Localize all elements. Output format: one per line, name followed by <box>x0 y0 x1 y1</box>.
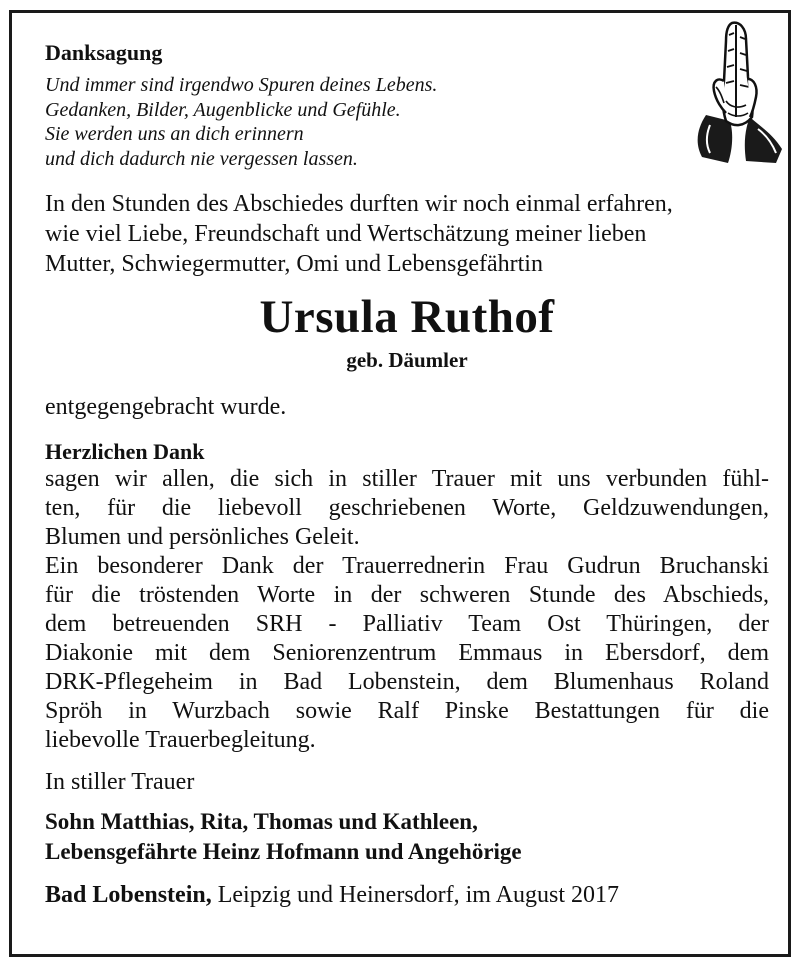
thanks-line: sagen wir allen, die sich in stiller Trauer mit uns verbunden fühl- <box>45 466 769 492</box>
special-line: Spröh in Wurzbach sowie Ralf Pinske Bestattungen für die <box>45 698 769 724</box>
intro-line: In den Stunden des Abschiedes durften wir noch einmal erfahren, <box>45 191 673 217</box>
signers <box>45 807 769 867</box>
poem <box>45 73 769 171</box>
thanks-heading: Herzlichen Dank <box>45 439 205 464</box>
notice-content <box>45 39 769 910</box>
special-thanks-paragraph <box>45 552 769 755</box>
thanks-line: ten, für die liebevoll geschriebenen Worte, Geldzuwendungen, <box>45 495 769 521</box>
thanks-paragraph <box>45 465 769 552</box>
mourning-label: In stiller Trauer <box>45 769 195 795</box>
maiden-name: geb. Däumler <box>346 348 468 372</box>
intro-paragraph <box>45 189 769 279</box>
signer-line: Lebensgefährte Heinz Hofmann und Angehörige <box>45 839 522 864</box>
poem-line: Und immer sind irgendwo Spuren deines Lebens. <box>45 74 438 96</box>
special-line: für die tröstenden Worte in der schweren Stunde des Abschieds, <box>45 582 769 608</box>
place-bold: Bad Lobenstein, <box>45 882 212 908</box>
intro-line: wie viel Liebe, Freundschaft und Wertschätzung meiner lieben <box>45 221 647 247</box>
poem-line: und dich dadurch nie vergessen lassen. <box>45 147 358 170</box>
praying-hands-icon <box>688 17 786 167</box>
special-line: dem betreuenden SRH - Palliativ Team Ost Thüringen, der <box>45 611 769 637</box>
deceased-name: Ursula Ruthof <box>259 291 555 343</box>
intro-line: Mutter, Schwiegermutter, Omi und Lebensgefährtin <box>45 251 543 277</box>
special-line: Ein besonderer Dank der Trauerrednerin Frau Gudrun Bruchanski <box>45 553 769 579</box>
signer-line: Sohn Matthias, Rita, Thomas und Kathleen, <box>45 809 478 834</box>
notice-heading: Danksagung <box>45 40 163 65</box>
place-rest: Leipzig und Heinersdorf, im August 2017 <box>211 882 619 908</box>
poem-line: Gedanken, Bilder, Augenblicke und Gefühle. <box>45 98 401 121</box>
special-line: Diakonie mit dem Seniorenzentrum Emmaus in Ebersdorf, dem <box>45 640 769 666</box>
special-line: DRK-Pflegeheim in Bad Lobenstein, dem Blumenhaus Roland <box>45 669 769 695</box>
thanks-line: Blumen und persönliches Geleit. <box>45 524 360 550</box>
received-line: entgegengebracht wurde. <box>45 394 287 420</box>
place-date-line <box>45 881 769 910</box>
notice-border <box>9 10 791 957</box>
poem-line: Sie werden uns an dich erinnern <box>45 123 304 145</box>
special-line: liebevolle Trauerbegleitung. <box>45 727 316 753</box>
